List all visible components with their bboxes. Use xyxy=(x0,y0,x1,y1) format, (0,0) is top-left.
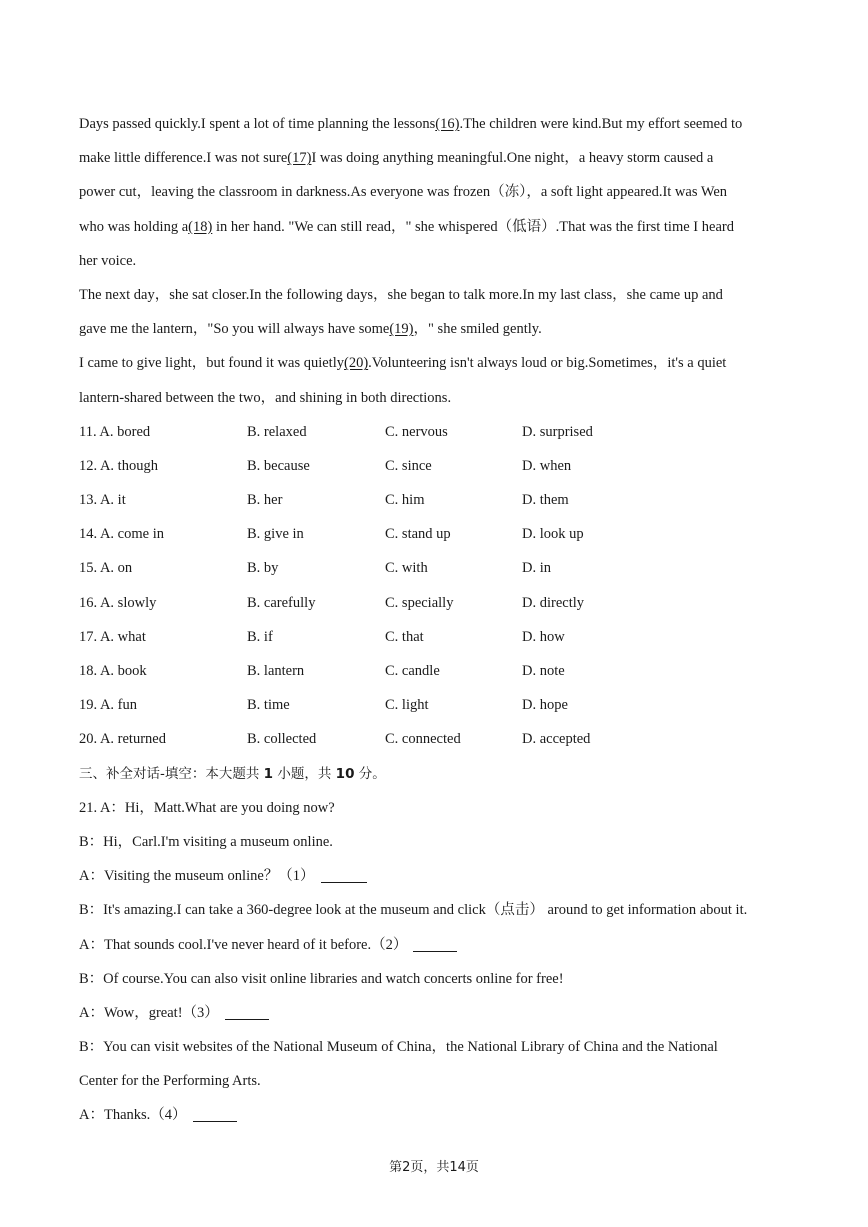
dialogue-line: B：Hi，Carl.I'm visiting a museum online. xyxy=(79,833,333,850)
option-a[interactable]: 19. A. fun xyxy=(79,697,137,714)
dialogue-text: A：Wow，great!（3） xyxy=(79,1004,219,1021)
blank-16: (16) xyxy=(435,116,460,132)
option-c[interactable]: C. connected xyxy=(385,731,461,748)
option-d[interactable]: D. look up xyxy=(522,526,584,543)
option-row xyxy=(79,620,791,654)
passage-line xyxy=(79,210,791,244)
passage-text: make little difference.I was not sure xyxy=(79,150,288,167)
passage-line: The next day，she sat closer.In the following days，she began to talk more.In my last class，she came up and xyxy=(79,286,723,303)
answer-blank-3[interactable] xyxy=(225,1003,269,1020)
dialogue-line: Center for the Performing Arts. xyxy=(79,1073,261,1090)
passage-text: ，" she smiled gently. xyxy=(413,321,542,338)
option-a[interactable]: 12. A. though xyxy=(79,457,158,474)
option-d[interactable]: D. surprised xyxy=(522,423,593,440)
option-b[interactable]: B. relaxed xyxy=(247,423,307,440)
option-row xyxy=(79,688,791,722)
option-row xyxy=(79,654,791,688)
passage-line xyxy=(79,141,791,175)
option-c[interactable]: C. with xyxy=(385,560,428,577)
option-a[interactable]: 18. A. book xyxy=(79,663,147,679)
option-c[interactable]: C. light xyxy=(385,697,429,714)
dialogue-line: B：Of course.You can also visit online libraries and watch concerts online for free! xyxy=(79,970,564,987)
answer-blank-1[interactable] xyxy=(321,866,367,883)
passage-text: .Volunteering isn't always loud or big.Sometimes，it's a quiet xyxy=(368,355,727,372)
option-row xyxy=(79,551,791,585)
dialogue-line xyxy=(79,859,791,893)
option-a[interactable]: 20. A. returned xyxy=(79,731,166,748)
blank-19: (19) xyxy=(389,321,414,338)
option-c[interactable]: C. specially xyxy=(385,594,454,611)
page-footer: 第2页，共14页 xyxy=(389,1160,479,1175)
option-d[interactable]: D. accepted xyxy=(522,731,591,748)
section-heading-text: 分。 xyxy=(358,765,386,782)
option-c[interactable]: C. since xyxy=(385,457,432,474)
option-b[interactable]: B. carefully xyxy=(247,594,316,611)
option-d[interactable]: D. how xyxy=(522,628,565,645)
passage-text: Days passed quickly.I spent a lot of time planning the lessons xyxy=(79,116,436,132)
points-count: 10 xyxy=(335,765,355,782)
option-a[interactable]: 15. A. on xyxy=(79,560,133,577)
dialogue-line: B：You can visit websites of the National Museum of China，the National Library of China and the National xyxy=(79,1039,718,1056)
dialogue-text: A：That sounds cool.I've never heard of it before.（2） xyxy=(79,936,408,953)
option-d[interactable]: D. them xyxy=(522,492,569,509)
passage-line xyxy=(79,312,791,346)
section-heading-text: 三、补全对话-填空：本大题共 xyxy=(79,765,260,782)
option-a[interactable]: 13. A. it xyxy=(79,492,126,509)
dialogue-text: A：Visiting the museum online？（1） xyxy=(79,868,315,885)
answer-blank-4[interactable] xyxy=(193,1105,237,1122)
option-a[interactable]: 16. A. slowly xyxy=(79,594,157,611)
option-c[interactable]: C. nervous xyxy=(385,423,448,440)
option-b[interactable]: B. time xyxy=(247,697,290,714)
option-d[interactable]: D. when xyxy=(522,457,572,474)
passage-text: gave me the lantern，"So you will always have some xyxy=(79,321,390,338)
option-a[interactable]: 14. A. come in xyxy=(79,526,164,543)
passage-text: I came to give light，but found it was quietly xyxy=(79,355,344,372)
option-row xyxy=(79,517,791,551)
dialogue-line: 21. A：Hi，Matt.What are you doing now? xyxy=(79,799,335,816)
option-b[interactable]: B. because xyxy=(247,457,310,474)
passage-text: who was holding a xyxy=(79,218,189,235)
section-heading-text: 小题，共 xyxy=(277,765,332,782)
option-c[interactable]: C. him xyxy=(385,492,425,509)
passage-text: I was doing anything meaningful.One night，a heavy storm caused a xyxy=(311,150,714,167)
option-b[interactable]: B. her xyxy=(247,492,283,509)
dialogue-line xyxy=(79,1098,791,1132)
option-c[interactable]: C. candle xyxy=(385,663,440,679)
option-d[interactable]: D. note xyxy=(522,663,565,679)
option-row xyxy=(79,722,791,756)
dialogue-line: B：It's amazing.I can take a 360-degree look at the museum and click（点击） around to get information about it. xyxy=(79,902,748,919)
dialogue-text: A：Thanks.（4） xyxy=(79,1107,187,1124)
answer-blank-2[interactable] xyxy=(413,935,457,952)
question-count: 1 xyxy=(263,765,274,782)
passage-line: her voice. xyxy=(79,252,137,269)
passage-text: .The children were kind.But my effort seemed to xyxy=(459,116,743,132)
option-row xyxy=(79,449,791,483)
option-d[interactable]: D. directly xyxy=(522,594,585,611)
options-list xyxy=(79,415,791,757)
blank-18: (18) xyxy=(188,218,213,235)
passage-line xyxy=(79,346,791,380)
option-b[interactable]: B. lantern xyxy=(247,663,305,679)
option-c[interactable]: C. that xyxy=(385,628,424,645)
option-b[interactable]: B. give in xyxy=(247,526,304,543)
blank-17: (17) xyxy=(287,150,312,167)
passage-line: power cut，leaving the classroom in darkness.As everyone was frozen（冻），a soft light appeared.It was Wen xyxy=(79,184,728,201)
option-c[interactable]: C. stand up xyxy=(385,526,451,543)
blank-20: (20) xyxy=(343,355,369,372)
passage-line: lantern-shared between the two，and shining in both directions. xyxy=(79,389,452,406)
option-row xyxy=(79,586,791,620)
option-b[interactable]: B. by xyxy=(247,560,279,577)
option-row xyxy=(79,415,791,449)
dialogue-line xyxy=(79,996,791,1030)
option-b[interactable]: B. collected xyxy=(247,731,317,748)
option-a[interactable]: 17. A. what xyxy=(79,628,146,645)
passage-text: in her hand. "We can still read，" she whispered（低语）.That was the first time I heard xyxy=(212,218,734,235)
passage-line xyxy=(79,107,791,141)
option-d[interactable]: D. hope xyxy=(522,697,568,714)
section-heading xyxy=(79,757,791,791)
page-content xyxy=(79,107,791,1133)
option-d[interactable]: D. in xyxy=(522,560,551,577)
option-a[interactable]: 11. A. bored xyxy=(79,423,151,440)
dialogue-line xyxy=(79,928,791,962)
option-b[interactable]: B. if xyxy=(247,628,273,645)
option-row xyxy=(79,483,791,517)
